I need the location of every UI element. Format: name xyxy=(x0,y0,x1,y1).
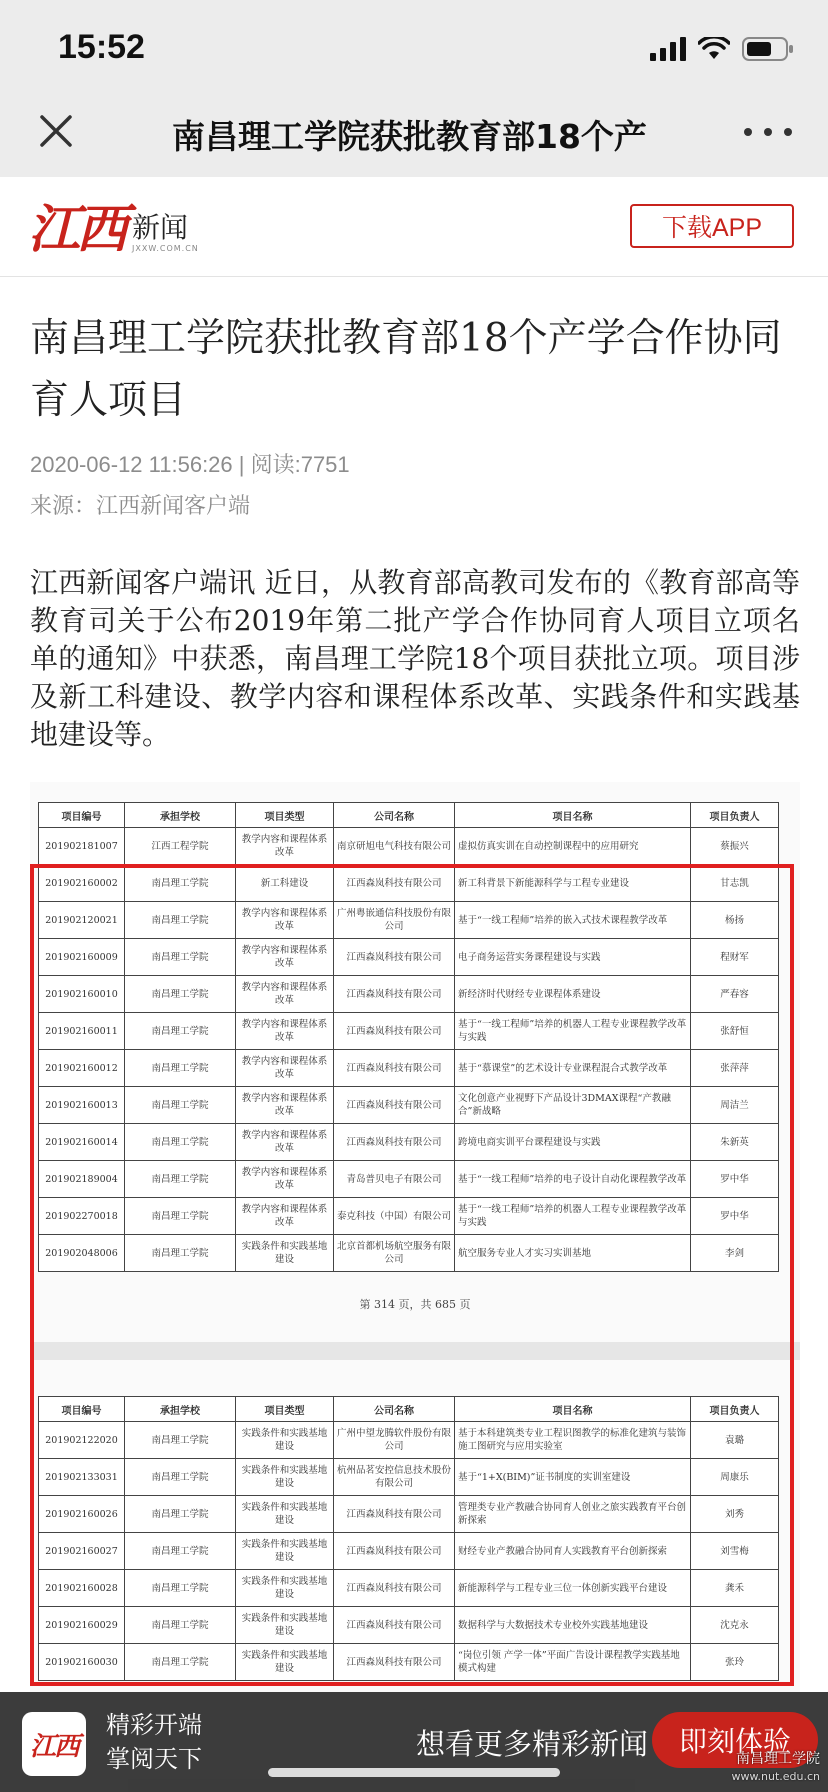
table-header-cell: 项目名称 xyxy=(455,803,691,828)
watermark-name: 南昌理工学院 xyxy=(736,1751,820,1767)
table-cell: 张玲 xyxy=(691,1644,779,1681)
table-cell: 201902160002 xyxy=(39,865,125,902)
table-cell: 201902160013 xyxy=(39,1087,125,1124)
brand-header xyxy=(0,177,828,277)
table-cell: 201902270018 xyxy=(39,1198,125,1235)
status-time: 15:52 xyxy=(58,28,145,66)
table-header-row xyxy=(39,803,779,828)
table-cell: 文化创意产业视野下产品设计3DMAX课程“产教融合”新战略 xyxy=(455,1087,691,1124)
article-meta: 2020-06-12 11:56:26 | 阅读:7751 xyxy=(30,452,350,477)
table-cell: 基于本科建筑类专业工程识图教学的标准化建筑与装饰施工图研究与应用实验室 xyxy=(455,1422,691,1459)
table-cell: 广州粤嵌通信科技股份有限公司 xyxy=(334,902,455,939)
more-dot xyxy=(784,128,792,136)
battery-icon xyxy=(742,36,794,62)
table-cell: 201902048006 xyxy=(39,1235,125,1272)
table-cell: 南昌理工学院 xyxy=(125,1235,236,1272)
table-cell: 南昌理工学院 xyxy=(125,902,236,939)
banner-line-1: 精彩开端 xyxy=(106,1711,202,1739)
more-dot xyxy=(744,128,752,136)
table-cell: 泰克科技（中国）有限公司 xyxy=(334,1198,455,1235)
table-cell: 杨扬 xyxy=(691,902,779,939)
table-cell: 南京研旭电气科技有限公司 xyxy=(334,828,455,865)
table-cell: 基于“一线工程师”培养的机器人工程专业课程教学改革与实践 xyxy=(455,1013,691,1050)
table-cell: 甘志凯 xyxy=(691,865,779,902)
table-cell: 实践条件和实践基地建设 xyxy=(236,1570,334,1607)
document-table-image[interactable] xyxy=(30,782,800,1792)
banner-cta-text: 想看更多精彩新闻 xyxy=(416,1727,649,1761)
table-header-cell: 公司名称 xyxy=(334,803,455,828)
table-cell: 教学内容和课程体系改革 xyxy=(236,1087,334,1124)
jiangxi-news-logo[interactable] xyxy=(28,191,199,261)
table-cell: 江西森岚科技有限公司 xyxy=(334,939,455,976)
table-cell: 管理类专业产教融合协同育人创业之旅实践教育平台创新探索 xyxy=(455,1496,691,1533)
table-cell: 201902160030 xyxy=(39,1644,125,1681)
table-cell: 南昌理工学院 xyxy=(125,1644,236,1681)
table-cell: 201902181007 xyxy=(39,828,125,865)
table-cell: 数据科学与大数据技术专业校外实践基地建设 xyxy=(455,1607,691,1644)
table-header-cell: 承担学校 xyxy=(125,803,236,828)
home-indicator xyxy=(268,1768,560,1777)
table-cell: 南昌理工学院 xyxy=(125,1087,236,1124)
table-cell: 南昌理工学院 xyxy=(125,1161,236,1198)
article-title: 南昌理工学院获批教育部18个产学合作协同育人项目 xyxy=(30,316,782,423)
nav-title: 南昌理工学院获批教育部18个产 xyxy=(172,117,647,156)
app-logo-text: 江西 xyxy=(29,1731,78,1762)
table-cell: 新经济时代财经专业课程体系建设 xyxy=(455,976,691,1013)
table-cell: 实践条件和实践基地建设 xyxy=(236,1496,334,1533)
article-source: 来源：江西新闻客户端 xyxy=(30,494,251,519)
table-cell: 周康乐 xyxy=(691,1459,779,1496)
table-cell: 南昌理工学院 xyxy=(125,865,236,902)
table-header-cell: 项目类型 xyxy=(236,1397,334,1422)
status-icons xyxy=(650,34,794,64)
table-cell: 教学内容和课程体系改革 xyxy=(236,1013,334,1050)
download-app-button[interactable]: 下载APP xyxy=(630,204,794,248)
table-cell: 实践条件和实践基地建设 xyxy=(236,1459,334,1496)
table-cell: 南昌理工学院 xyxy=(125,1050,236,1087)
table-cell: 201902160027 xyxy=(39,1533,125,1570)
logo-side xyxy=(132,212,199,261)
table-cell: 201902160009 xyxy=(39,939,125,976)
table-cell: 南昌理工学院 xyxy=(125,1496,236,1533)
table-cell: 广州中望龙腾软件股份有限公司 xyxy=(334,1422,455,1459)
table-cell: 李剑 xyxy=(691,1235,779,1272)
table-cell: 张舒恒 xyxy=(691,1013,779,1050)
table-cell: 江西工程学院 xyxy=(125,828,236,865)
table-cell: 南昌理工学院 xyxy=(125,1607,236,1644)
table-cell: 实践条件和实践基地建设 xyxy=(236,1235,334,1272)
try-now-button[interactable]: 即刻体验 xyxy=(652,1712,818,1768)
table-cell: 201902160029 xyxy=(39,1607,125,1644)
cellular-signal-icon xyxy=(650,37,686,61)
banner-slogan xyxy=(106,1708,202,1776)
more-options-icon[interactable] xyxy=(744,117,792,147)
table-cell: 南昌理工学院 xyxy=(125,1013,236,1050)
table-header-cell: 公司名称 xyxy=(334,1397,455,1422)
table-cell: 朱新英 xyxy=(691,1124,779,1161)
watermark xyxy=(732,1750,820,1786)
table-cell: 北京首都机场航空服务有限公司 xyxy=(334,1235,455,1272)
more-dot xyxy=(764,128,772,136)
table-cell: 201902160014 xyxy=(39,1124,125,1161)
table-cell: 新工科建设 xyxy=(236,865,334,902)
table-cell: 跨境电商实训平台课程建设与实践 xyxy=(455,1124,691,1161)
table-cell: 201902160011 xyxy=(39,1013,125,1050)
table-cell: 江西森岚科技有限公司 xyxy=(334,1607,455,1644)
table-cell: 沈克永 xyxy=(691,1607,779,1644)
table-cell: 201902160010 xyxy=(39,976,125,1013)
table-cell: 周洁兰 xyxy=(691,1087,779,1124)
table-header-cell: 项目负责人 xyxy=(691,803,779,828)
table-header-cell: 项目编号 xyxy=(39,803,125,828)
table-cell: 教学内容和课程体系改革 xyxy=(236,1198,334,1235)
table-cell: 罗中华 xyxy=(691,1161,779,1198)
table-cell: 袁璐 xyxy=(691,1422,779,1459)
table-cell: 程财军 xyxy=(691,939,779,976)
table-row xyxy=(39,828,779,865)
table-cell: 基于“慕课堂”的艺术设计专业课程混合式教学改革 xyxy=(455,1050,691,1087)
table-cell: 南昌理工学院 xyxy=(125,1124,236,1161)
table-cell: 虚拟仿真实训在自动控制课程中的应用研究 xyxy=(455,828,691,865)
table-cell: 201902160012 xyxy=(39,1050,125,1087)
table-cell: 杭州品茗安控信息技术股份有限公司 xyxy=(334,1459,455,1496)
table-cell: 江西森岚科技有限公司 xyxy=(334,1644,455,1681)
table-cell: 张萍萍 xyxy=(691,1050,779,1087)
table-cell: 201902160028 xyxy=(39,1570,125,1607)
table-cell: 江西森岚科技有限公司 xyxy=(334,1087,455,1124)
table-cell: 新能源科学与工程专业三位一体创新实践平台建设 xyxy=(455,1570,691,1607)
table-cell: 蔡振兴 xyxy=(691,828,779,865)
banner-line-2: 掌阅天下 xyxy=(106,1745,202,1773)
table-cell: 财经专业产教融合协同育人实践教育平台创新探索 xyxy=(455,1533,691,1570)
table-cell: 基于“一线工程师”培养的机器人工程专业课程教学改革与实践 xyxy=(455,1198,691,1235)
table-cell: 实践条件和实践基地建设 xyxy=(236,1644,334,1681)
app-logo xyxy=(22,1712,86,1776)
table-cell: 江西森岚科技有限公司 xyxy=(334,976,455,1013)
table-cell: 实践条件和实践基地建设 xyxy=(236,1422,334,1459)
table-cell: “岗位引领 产学一体”平面广告设计课程教学实践基地模式构建 xyxy=(455,1644,691,1681)
bottom-app-banner[interactable] xyxy=(0,1692,828,1792)
table-cell: 罗中华 xyxy=(691,1198,779,1235)
table-cell: 青岛普贝电子有限公司 xyxy=(334,1161,455,1198)
wifi-icon xyxy=(698,37,730,61)
highlight-box xyxy=(30,864,794,1686)
table-cell: 201902133031 xyxy=(39,1459,125,1496)
logo-name: 新闻 xyxy=(132,211,189,244)
table-header-cell: 项目编号 xyxy=(39,1397,125,1422)
table-cell: 南昌理工学院 xyxy=(125,1422,236,1459)
table-cell: 江西森岚科技有限公司 xyxy=(334,1570,455,1607)
table-cell: 201902122020 xyxy=(39,1422,125,1459)
table-cell: 刘秀 xyxy=(691,1496,779,1533)
close-icon[interactable] xyxy=(36,111,76,151)
table-cell: 基于“一线工程师”培养的嵌入式技术课程教学改革 xyxy=(455,902,691,939)
table-cell: 江西森岚科技有限公司 xyxy=(334,1124,455,1161)
table-cell: 南昌理工学院 xyxy=(125,976,236,1013)
table-header-cell: 项目名称 xyxy=(455,1397,691,1422)
table-header-cell: 项目负责人 xyxy=(691,1397,779,1422)
table-cell: 南昌理工学院 xyxy=(125,1459,236,1496)
table-cell: 实践条件和实践基地建设 xyxy=(236,1607,334,1644)
table-cell: 江西森岚科技有限公司 xyxy=(334,1496,455,1533)
table-cell: 基于“一线工程师”培养的电子设计自动化课程教学改革 xyxy=(455,1161,691,1198)
table-cell: 教学内容和课程体系改革 xyxy=(236,1050,334,1087)
table-cell: 基于“1+X(BIM)”证书制度的实训室建设 xyxy=(455,1459,691,1496)
table-cell: 教学内容和课程体系改革 xyxy=(236,976,334,1013)
table-cell: 教学内容和课程体系改革 xyxy=(236,902,334,939)
table-cell: 教学内容和课程体系改革 xyxy=(236,939,334,976)
table-cell: 刘雪梅 xyxy=(691,1533,779,1570)
nav-bar xyxy=(0,95,828,177)
watermark-domain: www.nut.edu.cn xyxy=(731,1770,820,1783)
table-cell: 江西森岚科技有限公司 xyxy=(334,1013,455,1050)
table-cell: 南昌理工学院 xyxy=(125,1570,236,1607)
table-cell: 航空服务专业人才实习实训基地 xyxy=(455,1235,691,1272)
table-cell: 南昌理工学院 xyxy=(125,939,236,976)
table-cell: 201902160026 xyxy=(39,1496,125,1533)
table-cell: 教学内容和课程体系改革 xyxy=(236,1161,334,1198)
table-cell: 南昌理工学院 xyxy=(125,1198,236,1235)
page-footer: 第 314 页，共 685 页 xyxy=(359,1298,471,1311)
table-cell: 江西森岚科技有限公司 xyxy=(334,1050,455,1087)
logo-mark: 江西 xyxy=(28,199,125,260)
table-cell: 严春容 xyxy=(691,976,779,1013)
table-header-cell: 项目类型 xyxy=(236,803,334,828)
table-cell: 龚禾 xyxy=(691,1570,779,1607)
status-bar xyxy=(0,0,828,95)
table-header-cell: 承担学校 xyxy=(125,1397,236,1422)
table-cell: 江西森岚科技有限公司 xyxy=(334,1533,455,1570)
table-cell: 江西森岚科技有限公司 xyxy=(334,865,455,902)
article-body: 江西新闻客户端讯 近日，从教育部高教司发布的《教育部高等教育司关于公布2019年第二批产学合作协同育人项目立项名单的通知》中获悉，南昌理工学院18个项目获批立项。项目涉及新工科建设、教学内容和课程体系改革、实践条件和实践基地建设等。 xyxy=(30,566,800,751)
table-cell: 新工科背景下新能源科学与工程专业建设 xyxy=(455,865,691,902)
table-cell: 实践条件和实践基地建设 xyxy=(236,1533,334,1570)
table-cell: 201902120021 xyxy=(39,902,125,939)
table-cell: 南昌理工学院 xyxy=(125,1533,236,1570)
table-cell: 电子商务运营实务课程建设与实践 xyxy=(455,939,691,976)
table-cell: 教学内容和课程体系改革 xyxy=(236,828,334,865)
table-cell: 201902189004 xyxy=(39,1161,125,1198)
logo-domain: JXXW.COM.CN xyxy=(132,244,199,253)
table-cell: 教学内容和课程体系改革 xyxy=(236,1124,334,1161)
